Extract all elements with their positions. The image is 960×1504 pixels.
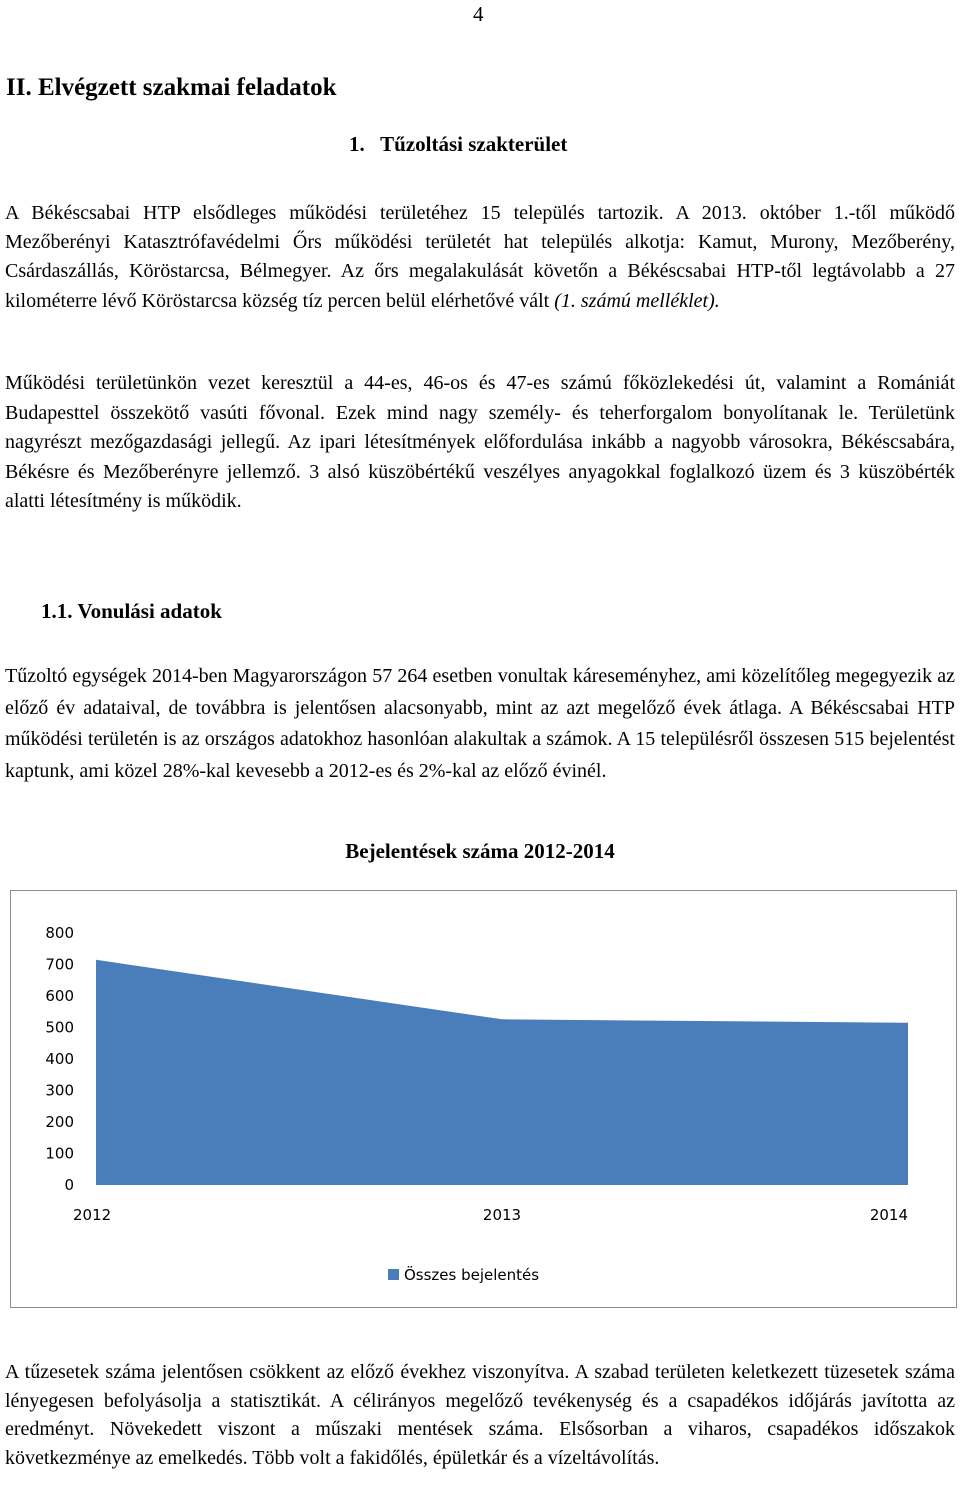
y-tick-label: 200: [45, 1113, 74, 1131]
vonulasi-paragraph: Tűzoltó egységek 2014-ben Magyarországon 57 264 esetben vonultak káreseményhez, ami közelítőleg megegyezik az előző év adataival, de továbbra is jelentősen alacsonyabb, mint az azt megelőző évek átlaga. A Békéscsabai HTP működési területén is az országos adatokhoz hasonlóan alakultak a számok. A 15 településről összesen 515 bejelentést kaptunk, ami közel 28%-kal kevesebb a 2012-es és 2%-kal az előző évinél.: [5, 665, 955, 782]
intro-annex-reference: (1. számú melléklet).: [554, 289, 720, 312]
y-tick-label: 400: [45, 1050, 74, 1068]
page-number: 4: [473, 2, 484, 26]
legend-swatch: [388, 1269, 399, 1280]
y-tick-label: 100: [45, 1144, 74, 1163]
x-tick-label: 2012: [73, 1206, 112, 1224]
main-heading: II. Elvégzett szakmai feladatok: [6, 74, 337, 101]
chart-container: [10, 890, 957, 1308]
y-tick-label: 500: [45, 1018, 74, 1037]
y-tick-label: 800: [45, 924, 74, 942]
area-chart: [11, 891, 956, 1307]
y-tick-label: 600: [45, 987, 74, 1005]
area-series-0: [96, 960, 908, 1185]
section-heading: 1. Tűzoltási szakterület: [349, 132, 568, 156]
area-paragraph: Működési területünkön vezet keresztül a 44-es, 46-os és 47-es számú főközlekedési út, valamint a Romániát Budapesttel összekötő vasúti fővonal. Ezek mind nagy személy- és teherforgalom bonyolítanak le. Területünk nagyrészt mezőgazdasági jellegű. Az ipari létesítmények előfordulása inkább a nagyobb városokra, Békéscsabára, Békésre és Mezőberényre jellemző. 3 alsó küszöbértékű veszélyes anyagokkal foglalkozó üzem és 3 küszöbérték alatti létesítmény is működik.: [5, 372, 955, 513]
x-tick-label: 2013: [482, 1206, 522, 1224]
intro-paragraph: [5, 199, 955, 316]
legend-label: Összes bejelentés: [404, 1266, 540, 1284]
subsection-heading: 1.1. Vonulási adatok: [41, 599, 222, 623]
y-tick-label: 700: [45, 955, 74, 974]
fire-paragraph: A tűzesetek száma jelentősen csökkent az előző évekhez viszonyítva. A szabad területen keletkezett tüzesetek száma lényegesen befolyásolja a statisztikát. A célirányos megelőző tevékenység és a csapadékos időjárás javította az eredményt. Növekedett viszont a műszaki mentések száma. Elsősorban a viharos, csapadékos időszakok következménye az emelkedés. Több volt a fakidőlés, épületkár és a vízeltávolítás.: [5, 1361, 955, 1469]
x-tick-label: 2014: [869, 1206, 908, 1224]
y-tick-label: 300: [45, 1081, 74, 1100]
intro-text: A Békéscsabai HTP elsődleges működési területéhez 15 település tartozik. A 2013. október 1.-től működő Mezőberényi Katasztrófavédelmi Őrs működési területét hat település alkotja: Kamut, Murony, Mezőberény, Csárdaszállás, Köröstarcsa, Bélmegyer. Az őrs megalakulását követőn a Békéscsabai HTP-től legtávolabb a 27 kilométerre lévő Köröstarcsa község tíz percen belül elérhetővé vált: [5, 202, 955, 312]
chart-title: Bejelentések száma 2012-2014: [345, 839, 615, 863]
y-tick-label: 0: [64, 1176, 74, 1194]
